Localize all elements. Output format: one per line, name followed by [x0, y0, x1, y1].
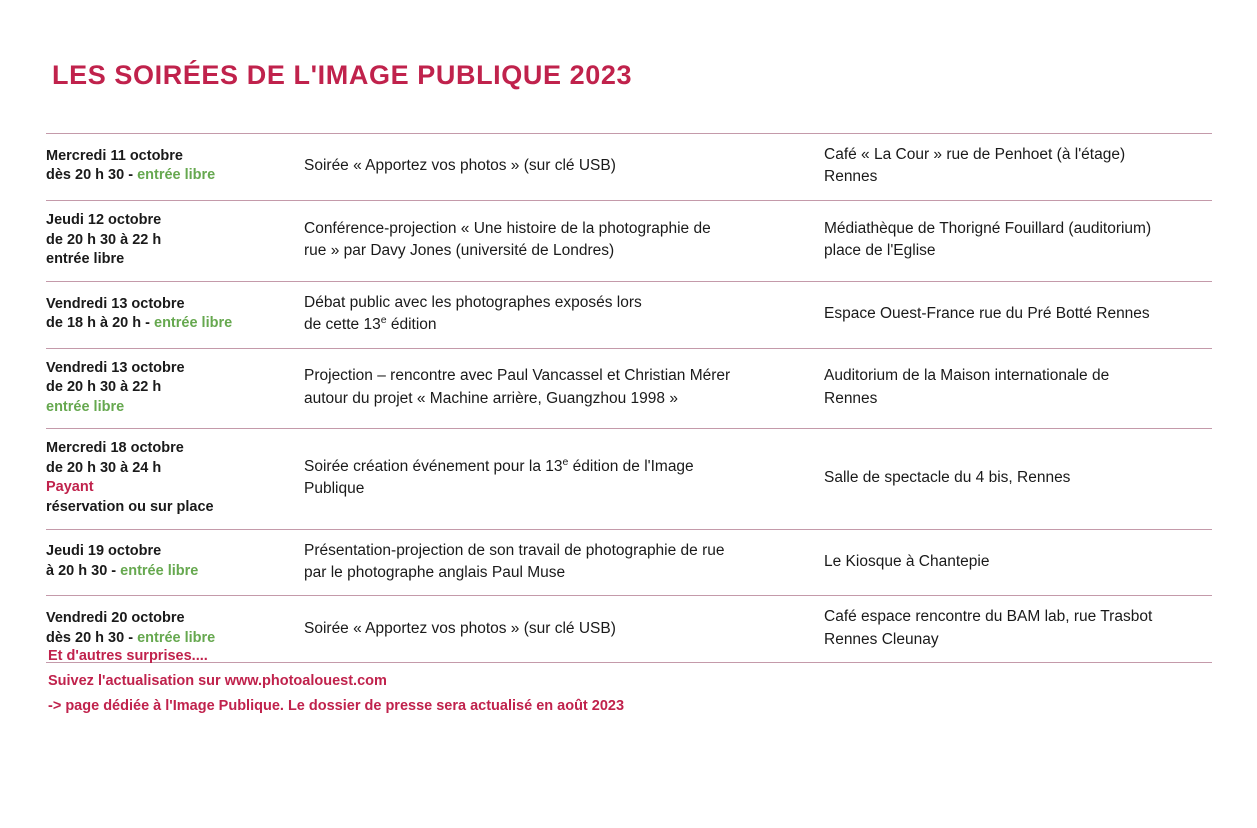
event-venue	[824, 144, 1212, 189]
event-date: Vendredi 20 octobre	[46, 610, 185, 627]
event-price-label: entrée libre	[120, 562, 199, 579]
event-venue	[824, 606, 1212, 651]
event-when	[46, 542, 292, 581]
event-venue	[824, 218, 1212, 263]
event-when-cell	[46, 529, 304, 596]
event-venue	[824, 365, 1212, 410]
event-description	[304, 292, 804, 337]
event-when	[46, 295, 292, 334]
event-description	[304, 365, 804, 410]
page-title: LES SOIRÉES DE L'IMAGE PUBLIQUE 2023	[52, 60, 633, 91]
event-date: Mercredi 11 octobre	[46, 147, 183, 164]
event-description-cell	[304, 200, 824, 281]
event-when	[46, 439, 292, 517]
event-venue-cell	[824, 348, 1212, 429]
event-price-label: Payant	[46, 479, 94, 496]
event-description-cell	[304, 281, 824, 348]
table-row	[46, 134, 1212, 201]
event-description	[304, 218, 804, 263]
event-time-line	[46, 459, 292, 479]
footer-line: Et d'autres surprises....	[48, 648, 208, 664]
event-description	[304, 618, 804, 640]
event-description	[304, 155, 804, 177]
event-when	[46, 211, 292, 270]
event-time: dès 20 h 30 -	[46, 629, 138, 646]
event-time: dès 20 h 30 -	[46, 167, 138, 184]
event-when-cell	[46, 200, 304, 281]
event-when	[46, 609, 292, 648]
event-description-line: Projection – rencontre avec Paul Vancassel et Christian Mérer	[304, 367, 731, 385]
schedule-table-body	[46, 134, 1212, 663]
event-description-line: par le photographe anglais Paul Muse	[304, 563, 566, 581]
event-time: de 20 h 30 à 22 h	[46, 231, 162, 248]
event-venue-cell	[824, 134, 1212, 201]
event-when-cell	[46, 281, 304, 348]
event-when	[46, 359, 292, 418]
event-venue-cell	[824, 596, 1212, 663]
event-venue-line: Café « La Cour » rue de Penhoet (à l'étage)	[824, 146, 1126, 163]
event-venue-line: Salle de spectacle du 4 bis, Rennes	[824, 469, 1071, 487]
event-venue-cell	[824, 529, 1212, 596]
event-time-line	[46, 629, 292, 649]
schedule-table	[46, 133, 1212, 663]
event-venue-line: place de l'Eglise	[824, 242, 936, 260]
event-description-line: Soirée « Apportez vos photos » (sur clé USB)	[304, 619, 616, 637]
event-description-line: Soirée création événement pour la 13e édition de l'Image	[304, 455, 694, 475]
event-price-label: entrée libre	[137, 167, 216, 184]
event-venue-line: Auditorium de la Maison internationale de	[824, 367, 1110, 385]
event-price-label: entrée libre	[137, 629, 216, 646]
event-price-extra: réservation ou sur place	[46, 498, 214, 515]
footer-line: -> page dédiée à l'Image Publique. Le dossier de presse sera actualisé en août 2023	[48, 698, 625, 714]
event-when-cell	[46, 348, 304, 429]
event-date: Jeudi 19 octobre	[46, 543, 162, 560]
event-description-line: Publique	[304, 480, 365, 498]
event-description-cell	[304, 529, 824, 596]
event-description	[304, 540, 804, 585]
event-date: Mercredi 18 octobre	[46, 440, 184, 457]
event-venue-cell	[824, 200, 1212, 281]
event-venue	[824, 303, 1212, 325]
event-venue-line: Rennes Cleunay	[824, 630, 939, 648]
event-date: Jeudi 12 octobre	[46, 211, 162, 228]
event-description-cell	[304, 429, 824, 529]
event-description-line: Débat public avec les photographes exposés lors	[304, 293, 642, 311]
event-venue-cell	[824, 429, 1212, 529]
event-venue	[824, 467, 1212, 489]
event-time: de 18 h à 20 h -	[46, 315, 154, 332]
event-description-line: de cette 13e édition	[304, 313, 437, 334]
event-price-line	[46, 398, 292, 418]
event-description-line: autour du projet « Machine arrière, Guangzhou 1998 »	[304, 389, 678, 407]
event-venue-line: Médiathèque de Thorigné Fouillard (auditorium)	[824, 219, 1152, 237]
event-time: de 20 h 30 à 22 h	[46, 379, 162, 396]
event-when-cell	[46, 134, 304, 201]
event-description-cell	[304, 134, 824, 201]
event-description-cell	[304, 348, 824, 429]
event-description	[304, 456, 804, 501]
event-venue-line: Rennes	[824, 389, 878, 407]
event-time-line	[46, 314, 292, 334]
table-row	[46, 348, 1212, 429]
event-time-line	[46, 166, 292, 186]
footer-line: Suivez l'actualisation sur www.photoalouest.com	[48, 673, 387, 689]
event-price-label: entrée libre	[46, 398, 125, 415]
event-price-label: entrée libre	[46, 251, 125, 268]
table-row	[46, 529, 1212, 596]
event-when-cell	[46, 429, 304, 529]
event-venue	[824, 551, 1212, 573]
table-row	[46, 429, 1212, 529]
footer-notes	[48, 648, 624, 714]
event-description-line: Soirée « Apportez vos photos » (sur clé USB)	[304, 157, 616, 175]
table-row	[46, 281, 1212, 348]
event-time: de 20 h 30 à 24 h	[46, 459, 162, 476]
event-price-line	[46, 250, 292, 270]
event-when	[46, 147, 292, 186]
event-time-line	[46, 378, 292, 398]
event-price-label: entrée libre	[154, 315, 233, 332]
event-description-line: rue » par Davy Jones (université de Londres)	[304, 242, 615, 260]
event-venue-line: Espace Ouest-France rue du Pré Botté Rennes	[824, 304, 1150, 322]
event-time-line	[46, 231, 292, 251]
event-venue-line: Le Kiosque à Chantepie	[824, 552, 990, 570]
event-price-line	[46, 478, 292, 498]
event-venue-line: Rennes	[824, 168, 878, 186]
event-description-line: Conférence-projection « Une histoire de la photographie de	[304, 219, 711, 237]
event-time-line	[46, 562, 292, 582]
event-date: Vendredi 13 octobre	[46, 295, 185, 312]
event-date: Vendredi 13 octobre	[46, 359, 185, 376]
event-description-line: Présentation-projection de son travail de photographie de rue	[304, 541, 725, 559]
event-venue-line: Café espace rencontre du BAM lab, rue Trasbot	[824, 608, 1153, 626]
event-time: à 20 h 30 -	[46, 562, 121, 579]
table-row	[46, 200, 1212, 281]
event-venue-cell	[824, 281, 1212, 348]
